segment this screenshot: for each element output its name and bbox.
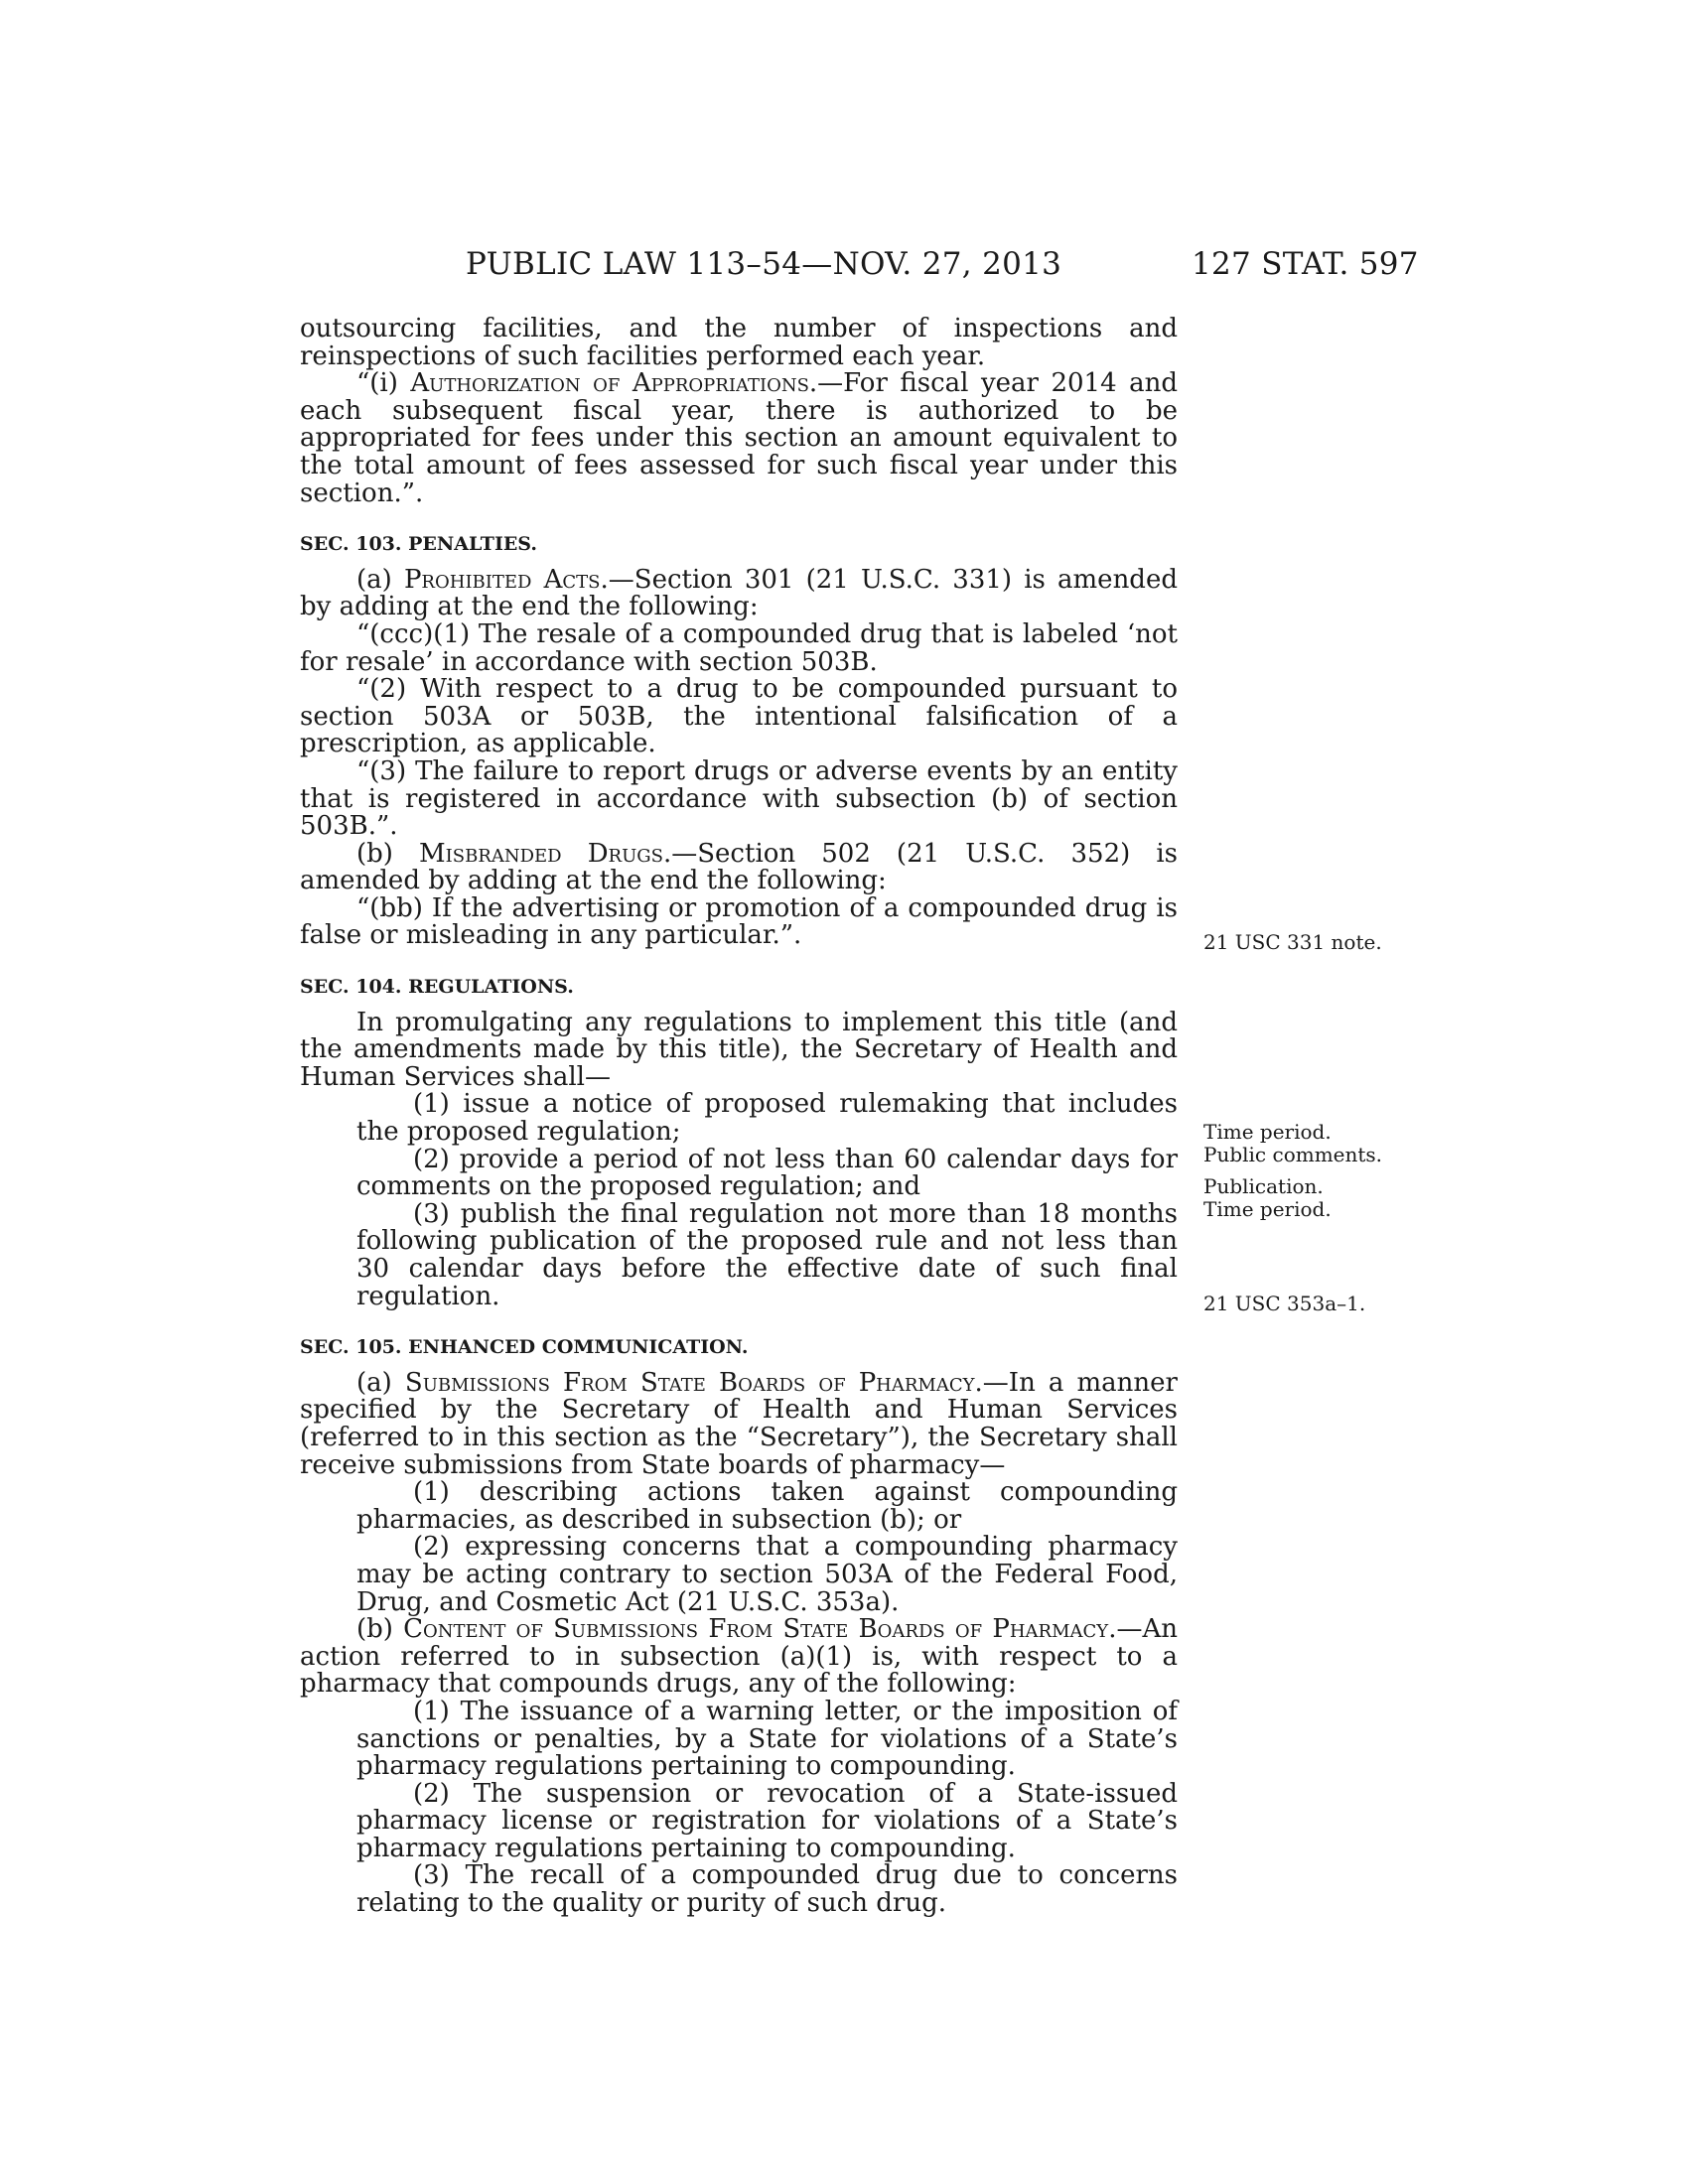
subsection-heading: Authorization of Appropriations (410, 368, 809, 399)
paragraph: “(3) The failure to report drugs or adverse events by an entity that is registered in accordance with subsection (b) of section 503B.”. (300, 755, 1178, 842)
paragraph: (2) expressing concerns that a compounding pharmacy may be acting contrary to section 503A of the Federal Food, Drug, and Cosmetic Act (21 U.S.C. 353a). (356, 1532, 1178, 1617)
paragraph: (3) publish the final regulation not more than 18 months following publication of the proposed rule and not less than 30 calendar days before the effective date of such final regulation. (356, 1198, 1178, 1311)
section-heading-104: SEC. 104. REGULATIONS. (300, 976, 574, 999)
subsection-heading: Misbranded Drugs (419, 838, 663, 869)
paragraph: (3) The recall of a compounded drug due to concerns relating to the quality or purity of such drug. (356, 1860, 1178, 1919)
margin-note-usc: 21 USC 331 note. (1203, 930, 1382, 954)
law-title: PUBLIC LAW 113–54—NOV. 27, 2013 (466, 246, 1062, 282)
paragraph: (1) describing actions taken against compounding pharmacies, as described in subsection (b); or (356, 1477, 1178, 1535)
section-heading-105: SEC. 105. ENHANCED COMMUNICATION. (300, 1336, 749, 1359)
running-header (0, 246, 1688, 286)
margin-note-time-period: Time period. (1203, 1120, 1332, 1144)
paragraph: (1) issue a notice of proposed rulemaking that includes the proposed regulation; (356, 1089, 1178, 1148)
paragraph: (2) provide a period of not less than 60 calendar days for comments on the proposed regulation; and (356, 1144, 1178, 1202)
margin-note-public-comments: Public comments. (1203, 1143, 1383, 1166)
margin-note-publication: Publication. (1203, 1174, 1324, 1198)
margin-note-time-period: Time period. (1203, 1197, 1332, 1221)
paragraph: “(bb) If the advertising or promotion of a compounded drug is false or misleading in any particular.”. (300, 892, 1178, 951)
paragraph: (b) Content of Submissions From State Boards of Pharmacy.—An action referred to in subsection (a)(1) is, with respect to a pharmacy that compounds drugs, any of the following: (300, 1614, 1178, 1700)
paragraph: outsourcing facilities, and the number of inspections and reinspections of such facilities performed each year. (300, 314, 1178, 371)
subsection-heading: Content of Submissions From State Boards of Pharmacy (403, 1614, 1109, 1645)
paragraph: (a) Submissions From State Boards of Pharmacy.—In a manner specified by the Secretary of Health and Human Services (referred to in this section as the “Secretary”), the Secretary shall receive submissions from State boards of pharmacy— (300, 1367, 1178, 1480)
document-body (300, 316, 1178, 1918)
paragraph: “(ccc)(1) The resale of a compounded drug that is labeled ‘not for resale’ in accordance with section 503B. (300, 618, 1178, 677)
subsection-heading: Prohibited Acts (403, 564, 601, 595)
paragraph: In promulgating any regulations to implement this title (and the amendments made by this title), the Secretary of Health and Human Services shall— (300, 1007, 1178, 1092)
paragraph: (2) The suspension or revocation of a State-issued pharmacy license or registration for violations of a State’s pharmacy regulations pertaining to compounding. (356, 1778, 1178, 1863)
subsection-heading: Submissions From State Boards of Pharmacy (404, 1367, 975, 1398)
section-heading-103: SEC. 103. PENALTIES. (300, 533, 537, 556)
margin-note-usc: 21 USC 353a–1. (1203, 1292, 1366, 1315)
paragraph: “(i) Authorization of Appropriations.—For fiscal year 2014 and each subsequent fiscal year, there is authorized to be appropriated for fees under this section an amount equivalent to the total amount of fees assessed for such fiscal year under this section.”. (300, 368, 1178, 508)
paragraph: “(2) With respect to a drug to be compounded pursuant to section 503A or 503B, the intentional falsification of a prescription, as applicable. (300, 674, 1178, 759)
paragraph: (b) Misbranded Drugs.—Section 502 (21 U.S.C. 352) is amended by adding at the end the following: (300, 838, 1178, 896)
statute-page-number: 127 STAT. 597 (1192, 246, 1419, 282)
paragraph: (a) Prohibited Acts.—Section 301 (21 U.S.C. 331) is amended by adding at the end the following: (300, 564, 1178, 622)
paragraph: (1) The issuance of a warning letter, or the imposition of sanctions or penalties, by a State for violations of a State’s pharmacy regulations pertaining to compounding. (356, 1696, 1178, 1782)
